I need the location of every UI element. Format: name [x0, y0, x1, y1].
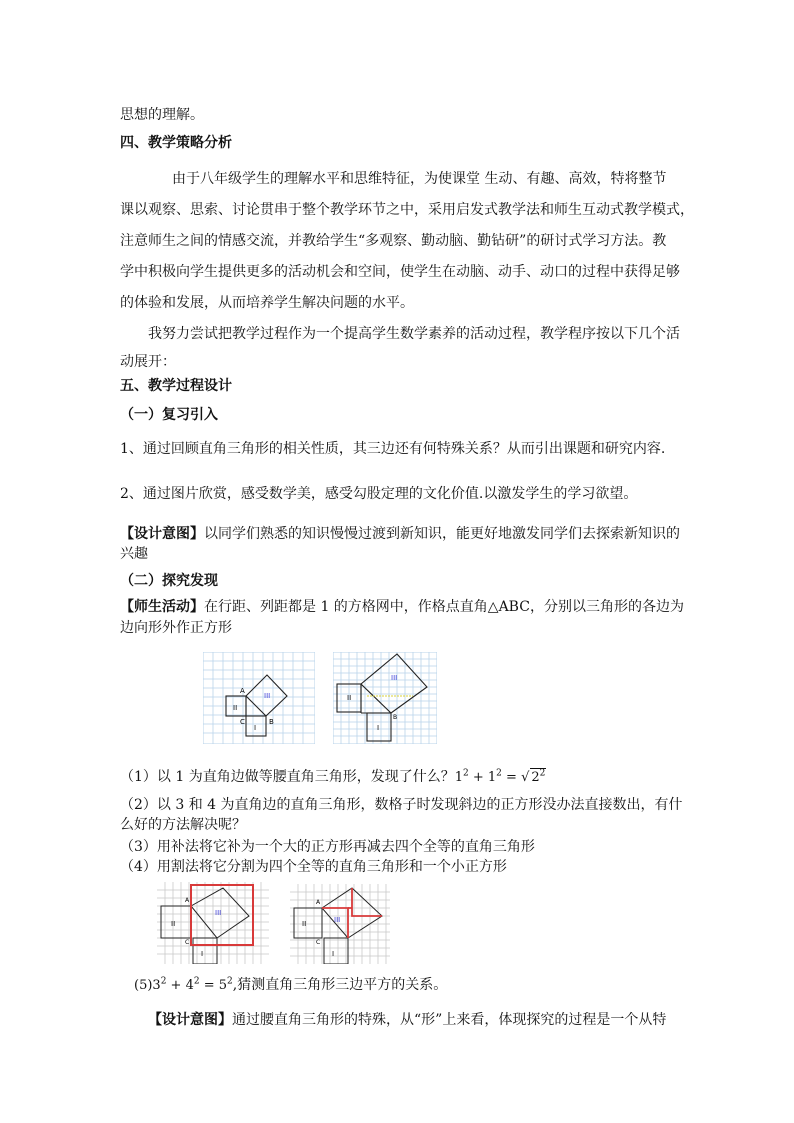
activity-text: 在行距、列距都是 1 的方格网中，作格点直角△ABC，分别以三角形的各边为	[204, 599, 684, 615]
label-i: I	[254, 724, 257, 732]
question-3: （3）用补法将它补为一个大的正方形再减去四个全等的直角三角形	[120, 839, 535, 855]
formula-term: (5)3	[134, 978, 161, 993]
label-b: B	[269, 718, 274, 726]
figure-complement-method	[157, 882, 269, 964]
design-intent-2	[148, 1011, 666, 1029]
paragraph-line: 学中积极向学生提供更多的活动机会和空间，使学生在动脑、动手、动口的过程中获得足够	[120, 264, 680, 280]
sqrt-radicand: $2^2$	[531, 768, 546, 785]
paragraph-line: 兴趣	[120, 546, 148, 562]
label-ii: II	[347, 694, 352, 702]
design-intent-text: 通过腰直角三角形的特殊，从“形”上来看，体现探究的过程是一个从特	[232, 1012, 667, 1028]
question-1	[120, 768, 546, 787]
paragraph-line: 注意师生之间的情感交流，并教给学生“多观察、勤动脑、勤钻研”的研讨式学习方法。教	[120, 233, 667, 249]
design-intent-1	[120, 525, 680, 543]
label-i: I	[332, 950, 335, 958]
label-ii: II	[171, 920, 176, 928]
list-item: 1、通过回顾直角三角形的相关性质，其三边还有何特殊关系？从而引出课题和研究内容.	[120, 441, 666, 457]
label-i: I	[201, 950, 204, 958]
text-line: 思想的理解。	[120, 107, 204, 123]
paragraph-line: 边向形外作正方形	[120, 620, 232, 636]
design-intent-tag: 【设计意图】	[148, 1012, 232, 1028]
label-ii: II	[302, 920, 307, 928]
activity-tag: 【师生活动】	[120, 599, 204, 615]
design-intent-tag: 【设计意图】	[120, 526, 204, 542]
paragraph-line: 的体验和发展，从而培养学生解决问题的水平。	[120, 295, 414, 311]
paragraph-line: 么好的方法解决呢？	[120, 817, 246, 833]
label-iii: III	[215, 909, 222, 917]
formula-term: 1	[454, 770, 463, 785]
label-a: A	[316, 899, 321, 906]
question-5-text: ,猜测直角三角形三边平方的关系。	[232, 977, 448, 993]
label-a: A	[240, 687, 245, 695]
list-item: 2、通过图片欣赏，感受数学美，感受勾股定理的文化价值.以激发学生的学习欲望。	[120, 486, 638, 502]
formula-term: = 5	[199, 978, 228, 993]
section-heading-4: 四、教学策略分析	[120, 135, 232, 151]
formula-term: + 4	[166, 978, 194, 993]
label-iii: III	[391, 674, 398, 682]
label-c: C	[185, 939, 190, 946]
figure-3-4-grid	[333, 652, 437, 744]
label-a: A	[185, 897, 190, 904]
section-heading-5: 五、教学过程设计	[120, 378, 232, 394]
label-c: C	[316, 939, 321, 946]
label-i: I	[377, 724, 380, 732]
question-5: $(5)3^2 + 4^2 = 5^2$,猜测直角三角形三边平方的关系。	[134, 976, 448, 993]
design-intent-text: 以同学们熟悉的知识慢慢过渡到新知识，能更好地激发同学们去探索新知识的	[204, 526, 680, 542]
question-2: （2）以 3 和 4 为直角边的直角三角形，数格子时发现斜边的正方形没办法直接数出，有什	[120, 797, 683, 813]
paragraph-line: 由于八年级学生的理解水平和思维特征，为使课堂 生动、有趣、高效，特将整节	[172, 171, 667, 187]
activity-line	[120, 598, 684, 616]
formula-term: + 1	[468, 770, 497, 785]
subsection-heading-2: （二）探究发现	[120, 573, 218, 589]
formula-term: =	[501, 770, 522, 785]
subsection-heading-1: （一）复习引入	[120, 407, 218, 423]
figure-dissection-method	[290, 884, 390, 964]
label-iii: III	[334, 916, 341, 924]
paragraph-line: 课以观察、思索、讨论贯串于整个教学环节之中，采用启发式教学法和师生互动式教学模式，	[120, 202, 694, 218]
label-iii: III	[264, 692, 271, 700]
label-ii: II	[233, 704, 238, 712]
formula-1: $1^2 + 1^2$ = √ $2^2$	[454, 768, 546, 785]
question-4: （4）用割法将它分割为四个全等的直角三角形和一个小正方形	[120, 859, 507, 875]
figure-isosceles-grid	[203, 652, 315, 744]
label-b: B	[393, 714, 398, 721]
paragraph-line: 我努力尝试把教学过程作为一个提高学生数学素养的活动过程，教学程序按以下几个活	[148, 326, 680, 342]
label-c: C	[240, 718, 245, 726]
question-1-text: （1）以 1 为直角边做等腰直角三角形，发现了什么？	[120, 769, 455, 785]
formula-term: 2	[531, 770, 540, 785]
paragraph-line: 动展开：	[120, 354, 176, 370]
